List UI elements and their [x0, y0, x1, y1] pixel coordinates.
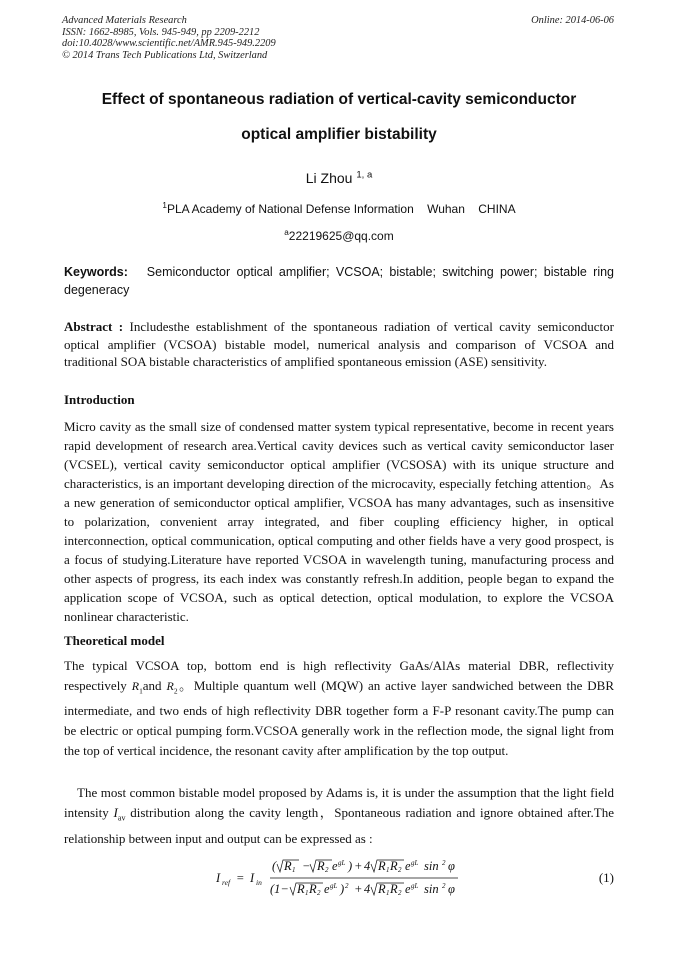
email-superscript: a	[284, 228, 289, 237]
doi: doi:10.4028/www.scientific.net/AMR.945-949.2209	[62, 38, 276, 50]
svg-text:R: R	[378, 859, 386, 873]
author-superscript: 1, a	[356, 169, 373, 181]
eq-lhs-sub: ref	[222, 878, 231, 887]
svg-text:2: 2	[442, 882, 446, 890]
svg-text:R: R	[390, 882, 398, 896]
keywords	[64, 264, 614, 299]
eq-equals: =	[236, 871, 245, 885]
author-name: Li Zhou	[305, 170, 353, 186]
eq-denominator	[270, 882, 455, 897]
abstract-label: Abstract :	[64, 319, 124, 334]
keywords-label: Keywords:	[64, 265, 128, 279]
theory-paragraph-1	[64, 656, 614, 761]
svg-text:R: R	[390, 859, 398, 873]
symbol-iav: $I_{av}$	[113, 805, 126, 823]
equation-1	[214, 858, 614, 898]
eq-iin-sub: in	[256, 878, 262, 887]
theory-p1-start: The typical VCSOA top, bottom end is high reflectivity GaAs/AlAs material DBR, reflectivity respectively	[64, 658, 614, 693]
svg-text:4: 4	[364, 859, 371, 873]
symbol-r2: $R_2$	[166, 679, 178, 696]
svg-text:R: R	[317, 859, 325, 873]
svg-text:): )	[348, 859, 353, 873]
svg-text:e: e	[324, 882, 330, 896]
svg-text:1: 1	[292, 866, 296, 874]
svg-text:R: R	[378, 882, 386, 896]
svg-text:e: e	[332, 859, 338, 873]
symbol-r1: $R_1$	[131, 679, 143, 696]
svg-text:e: e	[405, 882, 411, 896]
svg-text:gL: gL	[330, 882, 338, 890]
svg-text:4: 4	[364, 882, 371, 896]
online-date: Online: 2014-06-06	[531, 15, 614, 26]
affiliation-text: PLA Academy of National Defense Information Wuhan CHINA	[166, 202, 516, 216]
svg-text:1: 1	[386, 889, 390, 897]
svg-text:(1−: (1−	[270, 882, 289, 896]
paper-title-line2: optical amplifier bistability	[241, 126, 437, 143]
svg-text:φ: φ	[448, 859, 455, 873]
copyright: © 2014 Trans Tech Publications Ltd, Switzerland	[62, 49, 268, 61]
svg-text:e: e	[405, 859, 411, 873]
abstract-text: Includesthe establishment of the spontaneous radiation of vertical cavity semiconductor optical amplifier (VCSOA) bistable model, numerical analysis and comparison of VCSOA and traditional SOA bistable characteristics of amplified spontaneous emission (ASE) sensitivity.	[64, 319, 614, 369]
svg-text:sin: sin	[424, 859, 439, 873]
svg-text:R: R	[284, 859, 292, 873]
issn: ISSN: 1662-8985, Vols. 945-949, pp 2209-2212	[62, 26, 260, 38]
svg-text:−: −	[302, 859, 311, 873]
theory-p1-end: 。Multiple quantum well (MQW) an active layer sandwiched between the DBR intermediate, and two ends of high reflectivity DBR together form a F-P resonant cavity.The pump can be electric or optical pumping form.VCSOA generally work in the reflection mode, the signal light from the top of vertical incidence, the resonant cavity after amplification by the top output.	[64, 678, 614, 759]
paper-title-line1: Effect of spontaneous radiation of vertical-cavity semiconductor	[101, 91, 577, 108]
svg-text:2: 2	[325, 866, 329, 874]
svg-text:1: 1	[305, 889, 309, 897]
journal-name: Advanced Materials Research	[62, 15, 187, 26]
svg-text:2: 2	[398, 889, 402, 897]
svg-text:gL: gL	[411, 882, 419, 890]
svg-text:R: R	[297, 882, 305, 896]
email	[0, 229, 678, 243]
svg-text:1: 1	[386, 866, 390, 874]
svg-text:): )	[340, 882, 345, 896]
affiliation-superscript: 1	[162, 201, 167, 210]
section-heading-theoretical-model: Theoretical model	[64, 633, 165, 648]
svg-text:2: 2	[345, 882, 349, 890]
svg-text:φ: φ	[448, 882, 455, 896]
abstract	[64, 318, 614, 371]
svg-text:+: +	[354, 859, 363, 873]
eq-lhs: I	[216, 871, 221, 885]
svg-text:+: +	[354, 882, 363, 896]
svg-text:gL: gL	[411, 859, 419, 867]
theory-p2-start: The most common bistable model proposed by Adams is, it is under the assumption that the light field intensity	[64, 785, 614, 820]
equation-number: (1)	[598, 870, 614, 885]
svg-text:(: (	[272, 859, 277, 873]
svg-text:R: R	[309, 882, 317, 896]
keywords-text: Semiconductor optical amplifier; VCSOA; bistable; switching power; bistable ring degeneracy	[64, 265, 615, 297]
introduction-paragraph: Micro cavity as the small size of condensed matter system typical representative, become in recent years rapid development of research area.Vertical cavity devices such as vertical cavity semiconductor laser (VCSEL), vertical cavity semiconductor optical amplifier (VCSOSA) with its unique structure and characteristics, is an important developing direction of the microcavity, especially fetching attention。As a new generation of semiconductor optical amplifier, VCSOA has many advantages, such as insensitive to polarization, convenient array integrated, and fiber coupling efficiency higher, in optical interconnection, optical communication, optical computing and other fields have a very good prospect, is a focus of studying.Literature have reported VCSOA in wavelength tuning, manufacturing process and other aspects of progress, its each index was constantly refresh.In addition, people began to expand the application scope of VCSOA, such as optical detection, optical modulation, to explore the VCSOA nonlinear characteristic.	[64, 419, 614, 624]
and-word: and	[142, 678, 162, 693]
svg-text:2: 2	[398, 866, 402, 874]
email-text: 22219625@qq.com	[288, 229, 394, 243]
svg-text:2: 2	[317, 889, 321, 897]
journal-header	[62, 15, 276, 61]
svg-text:gL: gL	[338, 859, 346, 867]
theory-paragraph-2	[64, 783, 614, 849]
section-heading-introduction: Introduction	[64, 392, 135, 407]
eq-iin: I	[250, 871, 255, 885]
author	[0, 170, 678, 186]
theory-p2-end: distribution along the cavity length，Spontaneous radiation and ignore obtained after.The relationship between input and output can be expressed as :	[64, 805, 615, 846]
affiliation	[0, 202, 678, 216]
svg-text:sin: sin	[424, 882, 439, 896]
svg-text:2: 2	[442, 859, 446, 867]
eq-numerator	[272, 859, 455, 874]
